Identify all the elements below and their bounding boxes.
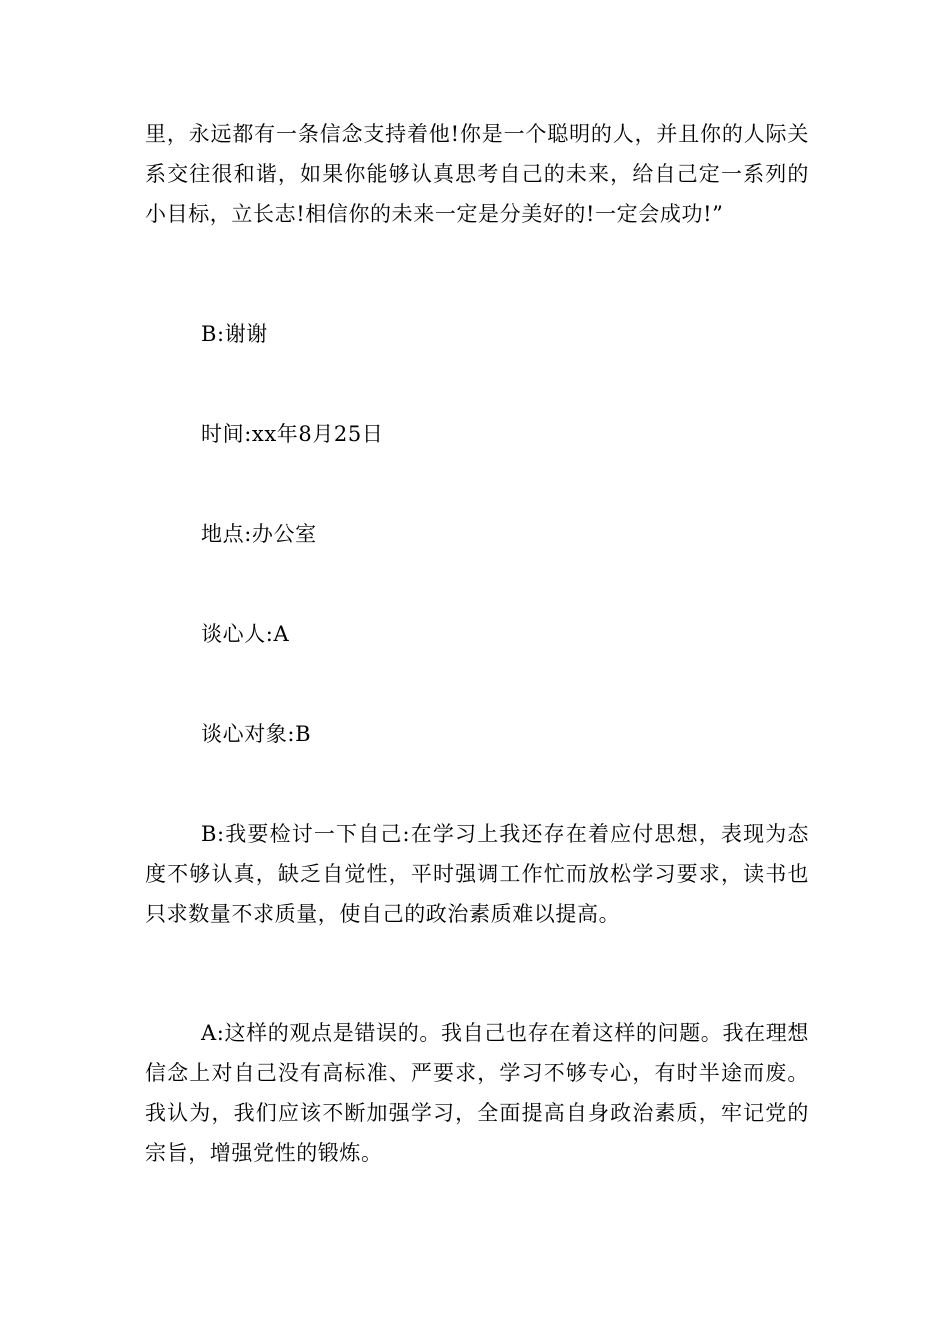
paragraph-talker: 谈心人:A	[201, 622, 290, 646]
paragraph-location: 地点:办公室	[201, 522, 317, 546]
paragraph-reply-thanks: B:谢谢	[201, 322, 268, 346]
paragraph-continuation: 里，永远都有一条信念支持着他!你是一个聪明的人，并且你的人际关系交往很和谐，如果你能够认真思考自己的未来，给自己定一系列的小目标，立长志!相信你的未来一定是分美好的!一定会成功!”	[145, 122, 809, 226]
paragraph-talk-target: 谈心对象:B	[201, 722, 312, 746]
paragraph-time: 时间:xx年8月25日	[201, 422, 384, 446]
paragraph-self-review: B:我要检讨一下自己:在学习上我还存在着应付思想，表现为态度不够认真，缺乏自觉性，平时强调工作忙而放松学习要求，读书也只求数量不求质量，使自己的政治素质难以提高。	[145, 822, 809, 926]
paragraph-response: A:这样的观点是错误的。我自己也存在着这样的问题。我在理想信念上对自己没有高标准、严要求，学习不够专心，有时半途而废。我认为，我们应该不断加强学习，全面提高自身政治素质，牢记党的宗旨，增强党性的锻炼。	[145, 1021, 809, 1165]
